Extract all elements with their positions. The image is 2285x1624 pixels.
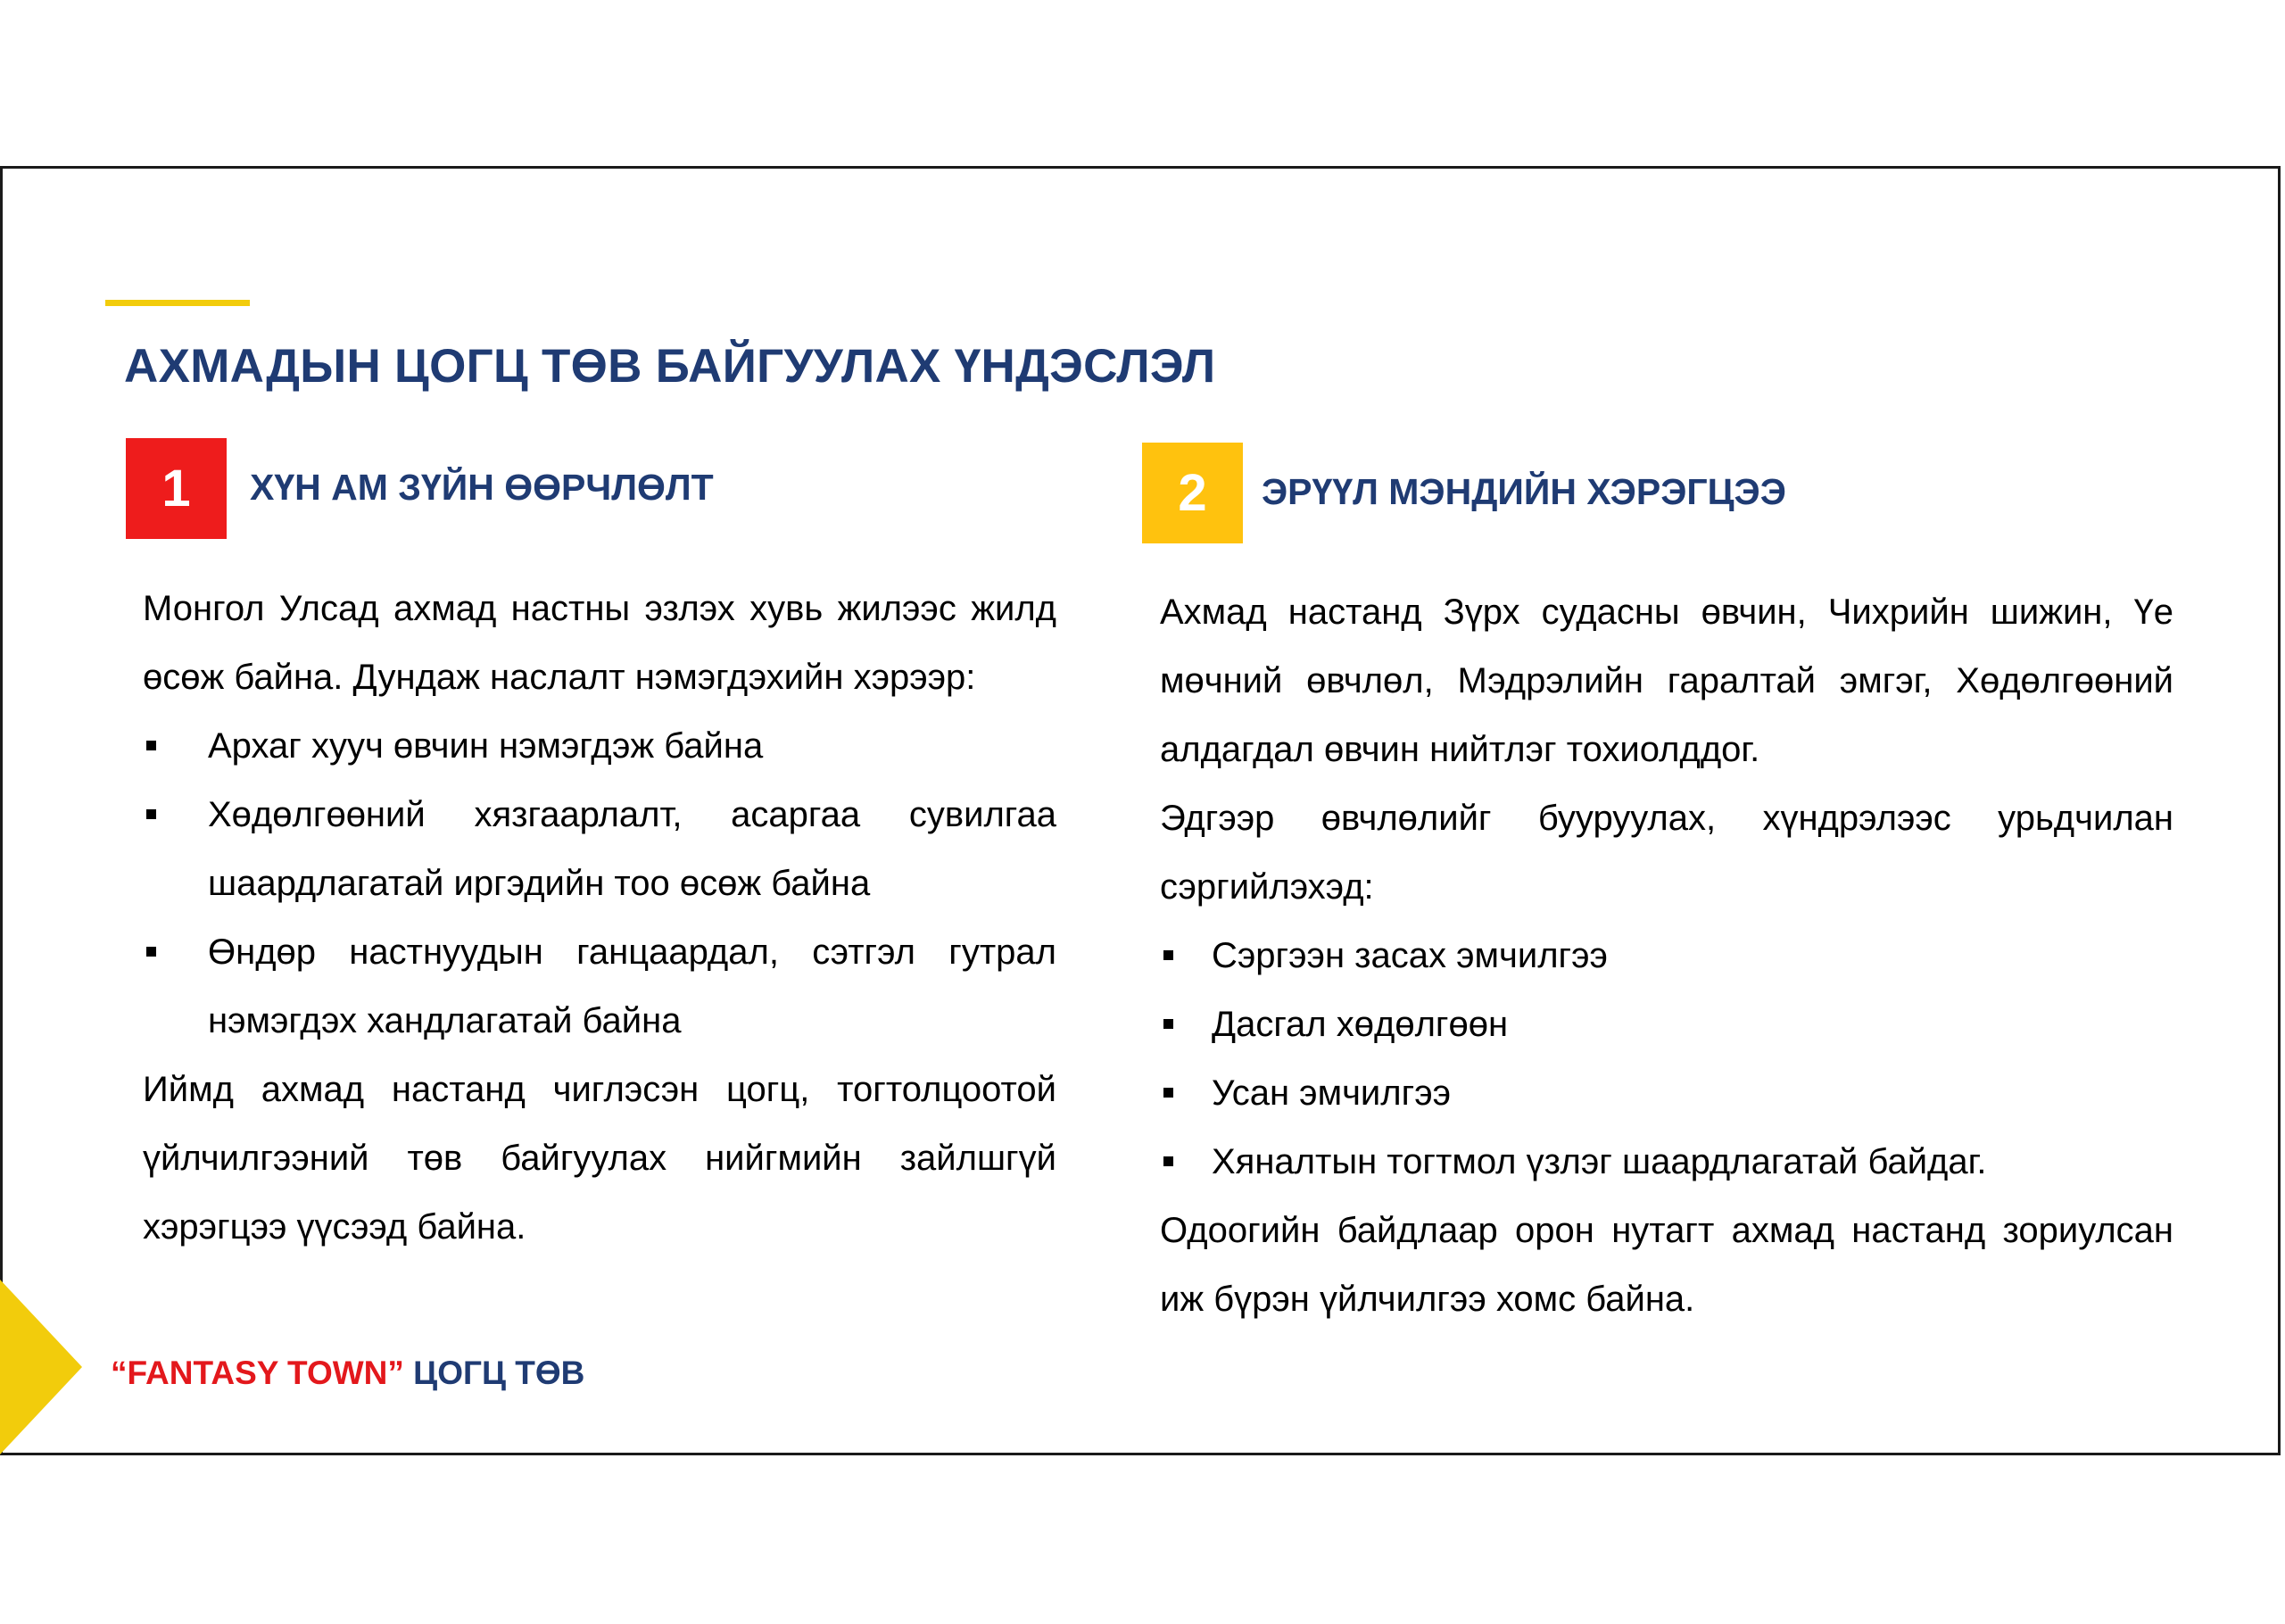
bullet-square-icon bbox=[146, 947, 156, 957]
bullet-square-icon bbox=[1163, 950, 1173, 960]
section1-intro: Монгол Улсад ахмад настны эзлэх хувь жилээс жилд өсөж байна. Дундаж наслалт нэмэгдэхийн хэрээр: bbox=[143, 589, 1056, 697]
section2-number-badge: 2 bbox=[1142, 443, 1243, 543]
section1-number-badge: 1 bbox=[126, 438, 227, 539]
page-title: АХМАДЫН ЦОГЦ ТӨВ БАЙГУУЛАХ ҮНДЭСЛЭЛ bbox=[124, 340, 1216, 393]
section1-body bbox=[143, 575, 1056, 1262]
footer-brand-suffix: ЦОГЦ ТӨВ bbox=[403, 1355, 585, 1391]
list-item: Өндөр настнуудын ганцаардал, сэтгэл гутрал нэмэгдэх хандлагатай байна bbox=[143, 918, 1056, 1056]
footer-brand-name: “FANTASY TOWN” bbox=[111, 1355, 404, 1391]
list-item: Архаг хууч өвчин нэмэгдэж байна bbox=[143, 712, 1056, 781]
bullet-square-icon bbox=[146, 741, 156, 750]
section2-body bbox=[1160, 578, 2173, 1334]
list-item: Хяналтын тогтмол үзлэг шаардлагатай байдаг. bbox=[1160, 1128, 2173, 1197]
list-item: Хөдөлгөөний хязгаарлалт, асаргаа сувилгаа шаардлагатай иргэдийн тоо өсөж байна bbox=[143, 781, 1056, 918]
title-accent-bar bbox=[105, 300, 250, 306]
list-item: Сэргээн засах эмчилгээ bbox=[1160, 922, 2173, 990]
section1-bullet-list bbox=[143, 712, 1056, 1056]
section2-heading: ЭРҮҮЛ МЭНДИЙН ХЭРЭГЦЭЭ bbox=[1262, 471, 1786, 512]
corner-triangle-decoration bbox=[0, 1280, 86, 1454]
list-item: Дасгал хөдөлгөөн bbox=[1160, 990, 2173, 1059]
bullet-square-icon bbox=[1163, 1019, 1173, 1029]
section2-bullet-list bbox=[1160, 922, 2173, 1197]
section1-conclusion: Иймд ахмад настанд чиглэсэн цогц, тогтолцоотой үйлчилгээний төв байгуулах нийгмийн зайлшгүй хэрэгцээ үүсээд байна. bbox=[143, 1070, 1056, 1247]
section1-heading: ХҮН АМ ЗҮЙН ӨӨРЧЛӨЛТ bbox=[250, 467, 714, 508]
section2-intro-2: Эдгээр өвчлөлийг бууруулах, хүндрэлээс урьдчилан сэргийлэхэд: bbox=[1160, 799, 2173, 907]
section2-conclusion: Одоогийн байдлаар орон нутагт ахмад настанд зориулсан иж бүрэн үйлчилгээ хомс байна. bbox=[1160, 1211, 2173, 1319]
bullet-square-icon bbox=[146, 809, 156, 819]
section2-intro: Ахмад настанд Зүрх судасны өвчин, Чихрийн шижин, Үе мөчний өвчлөл, Мэдрэлийн гаралтай эмгэг, Хөдөлгөөний алдагдал өвчин нийтлэг тохиолддог. bbox=[1160, 592, 2173, 769]
bullet-square-icon bbox=[1163, 1156, 1173, 1166]
bullet-square-icon bbox=[1163, 1088, 1173, 1098]
footer-brand bbox=[111, 1355, 584, 1392]
list-item: Усан эмчилгээ bbox=[1160, 1059, 2173, 1128]
